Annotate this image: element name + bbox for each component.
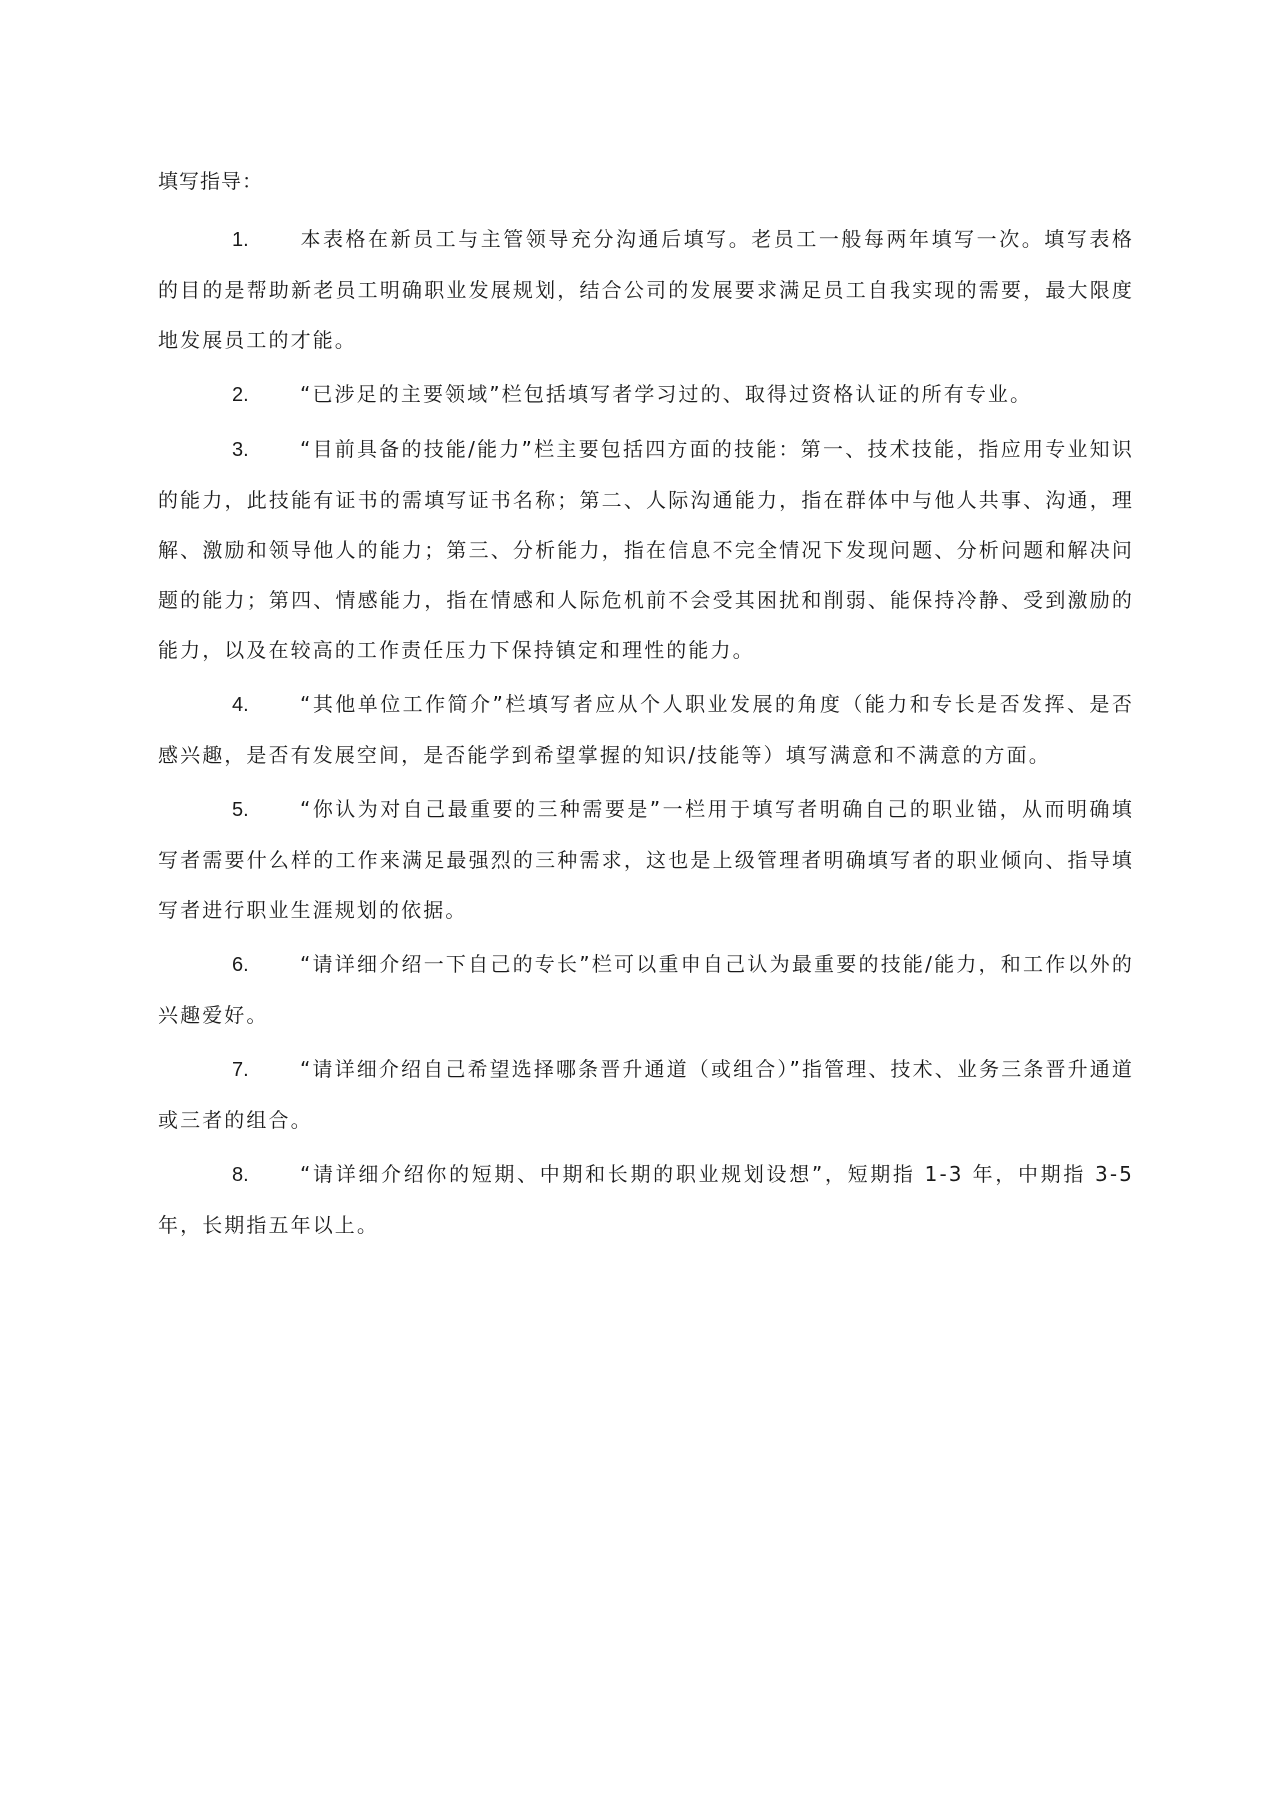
page-heading: 填写指导： <box>158 169 263 193</box>
item-text: “其他单位工作简介”栏填写者应从个人职业发展的角度（能力和专长是否发挥、是否感兴趣，是否有发展空间，是否能学到希望掌握的知识/技能等）填写满意和不满意的方面。 <box>158 692 1134 767</box>
instruction-list <box>158 214 1134 1250</box>
instruction-item <box>158 1149 1134 1250</box>
item-text: 本表格在新员工与主管领导充分沟通后填写。老员工一般每两年填写一次。填写表格的目的是帮助新老员工明确职业发展规划，结合公司的发展要求满足员工自我实现的需要，最大限度地发展员工的才能。 <box>158 227 1134 352</box>
item-text: “请详细介绍一下自己的专长”栏可以重申自己认为最重要的技能/能力，和工作以外的兴趣爱好。 <box>158 952 1134 1027</box>
instruction-item <box>158 369 1134 420</box>
item-text: “请详细介绍自己希望选择哪条晋升通道（或组合）”指管理、技术、业务三条晋升通道或三者的组合。 <box>158 1057 1134 1132</box>
item-number: 4. <box>232 694 249 716</box>
instruction-item <box>158 679 1134 780</box>
item-number: 1. <box>232 229 249 251</box>
item-text: “已涉足的主要领域”栏包括填写者学习过的、取得过资格认证的所有专业。 <box>300 382 1033 406</box>
item-number: 7. <box>232 1059 249 1081</box>
item-number: 8. <box>232 1164 249 1186</box>
instruction-item <box>158 784 1134 935</box>
document-page <box>158 166 1134 1254</box>
instruction-item <box>158 424 1134 675</box>
instruction-item <box>158 214 1134 365</box>
instruction-item <box>158 1044 1134 1145</box>
item-number: 2. <box>232 384 249 406</box>
item-number: 3. <box>232 439 249 461</box>
item-text: “目前具备的技能/能力”栏主要包括四方面的技能：第一、技术技能，指应用专业知识的能力，此技能有证书的需填写证书名称；第二、人际沟通能力，指在群体中与他人共事、沟通，理解、激励和领导他人的能力；第三、分析能力，指在信息不完全情况下发现问题、分析问题和解决问题的能力；第四、情感能力，指在情感和人际危机前不会受其困扰和削弱、能保持冷静、受到激励的能力，以及在较高的工作责任压力下保持镇定和理性的能力。 <box>158 437 1134 662</box>
instruction-item <box>158 939 1134 1040</box>
item-number: 6. <box>232 954 249 976</box>
item-text: “请详细介绍你的短期、中期和长期的职业规划设想”，短期指 1-3 年，中期指 3-5 年，长期指五年以上。 <box>158 1162 1134 1237</box>
item-number: 5. <box>232 799 249 821</box>
item-text: “你认为对自己最重要的三种需要是”一栏用于填写者明确自己的职业锚，从而明确填写者需要什么样的工作来满足最强烈的三种需求，这也是上级管理者明确填写者的职业倾向、指导填写者进行职业生涯规划的依据。 <box>158 797 1134 922</box>
